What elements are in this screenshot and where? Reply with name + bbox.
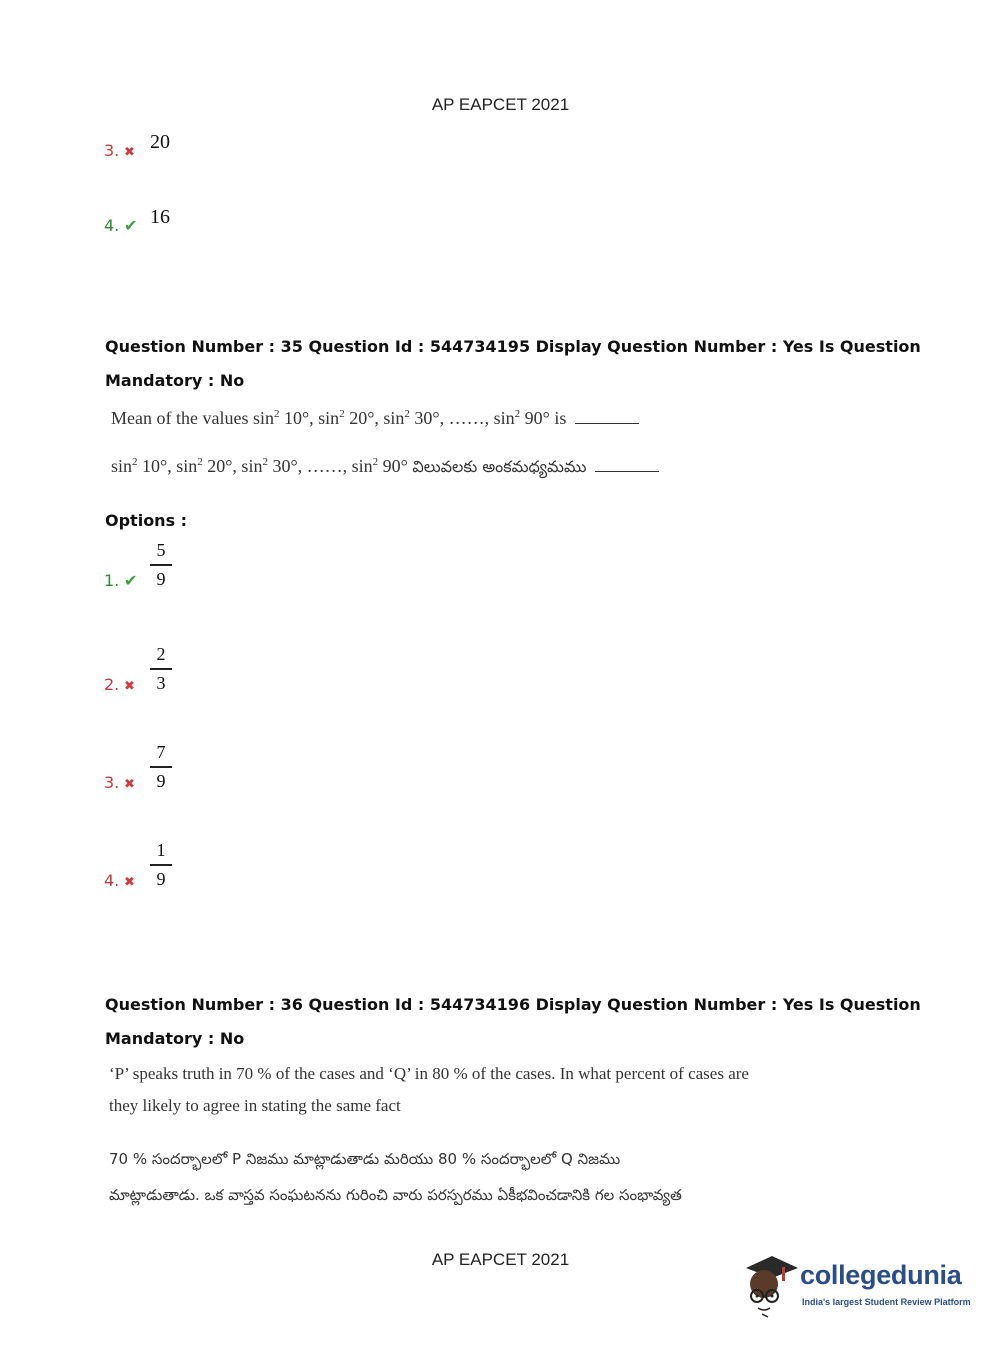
page-header: AP EAPCET 2021: [431, 95, 570, 114]
wrong-icon: ✖: [124, 678, 135, 694]
option-row: [104, 840, 172, 890]
question-stem-english-line1: ‘P’ speaks truth in 70 % of the cases and ‘Q’ in 80 % of the cases. In what percent of cases are: [109, 1064, 749, 1083]
fraction-denominator: 9: [156, 868, 166, 889]
fraction-bar: [150, 668, 172, 670]
option-number: 1.: [104, 570, 120, 590]
question-header: Question Number : 35 Question Id : 544734195 Display Question Number : Yes Is Question: [105, 337, 921, 356]
fraction-bar: [150, 766, 172, 768]
answer-blank: [595, 470, 659, 472]
option-fraction: [150, 840, 172, 890]
option-number: 2.: [104, 674, 120, 694]
fraction-numerator: 5: [156, 540, 166, 560]
collegedunia-mascot-icon: [742, 1250, 800, 1320]
question-mandatory: Mandatory : No: [105, 1029, 245, 1048]
option-value: 20: [150, 131, 170, 153]
fraction-denominator: 9: [156, 568, 166, 589]
option-row: [104, 131, 170, 160]
question-stem-english: Mean of the values $\sin^2 10^\circ$, $\sin^2 20^\circ$, $\sin^2 30^\circ$, ……, $\sin^2 90^\circ$ is: [111, 408, 639, 429]
option-row: [104, 206, 170, 235]
question-stem-telugu-line2: మాట్లాడుతాడు. ఒక వాస్తవ సంఘటనను గురించి వారు పరస్పరము ఏకీభవించడానికి గల సంభావ్యత: [109, 1186, 682, 1204]
option-value: 16: [150, 206, 170, 228]
question-mandatory: Mandatory : No: [105, 371, 245, 390]
option-number: 3.: [104, 772, 120, 792]
stem-prefix: Mean of the values: [111, 408, 249, 428]
question-stem-telugu: $\sin^2 10^\circ$, $\sin^2 20^\circ$, $\sin^2 30^\circ$, ……, $\sin^2 90^\circ$ విలువలకు అంకమధ్యమము: [111, 456, 659, 480]
option-number: 4.: [104, 870, 120, 890]
fraction-denominator: 3: [156, 672, 166, 693]
fraction-numerator: 1: [156, 840, 166, 860]
stem-suffix: is: [554, 408, 567, 428]
page-footer: AP EAPCET 2021: [431, 1250, 570, 1269]
wrong-icon: ✖: [124, 145, 135, 160]
answer-blank: [575, 422, 639, 424]
wrong-icon: ✖: [124, 874, 135, 890]
options-label: Options :: [105, 511, 188, 530]
stem-telugu-suffix: విలువలకు అంకమధ్యమము: [412, 457, 587, 476]
fraction-bar: [150, 864, 172, 866]
fraction-bar: [150, 564, 172, 566]
option-number: 4.: [104, 216, 120, 235]
option-row: [104, 540, 172, 590]
logo-tagline: India's largest Student Review Platform: [802, 1297, 971, 1307]
fraction-numerator: 2: [156, 644, 166, 664]
logo-name: collegedunia: [800, 1260, 962, 1290]
question-stem-english-line2: they likely to agree in stating the same fact: [109, 1096, 401, 1115]
check-icon: ✔: [124, 216, 138, 235]
question-header: Question Number : 36 Question Id : 544734196 Display Question Number : Yes Is Question: [105, 995, 921, 1014]
fraction-denominator: 9: [156, 770, 166, 791]
question-stem-telugu-line1: 70 % సందర్భాలలో P నిజము మాట్లాడుతాడు మరియు 80 % సందర్భాలలో Q నిజము: [109, 1150, 621, 1168]
fraction-numerator: 7: [156, 742, 166, 762]
option-number: 3.: [104, 141, 120, 160]
wrong-icon: ✖: [124, 776, 135, 792]
option-fraction: [150, 540, 172, 590]
option-fraction: [150, 742, 172, 792]
check-icon: ✔: [124, 570, 138, 590]
option-row: [104, 644, 172, 694]
option-row: [104, 742, 172, 792]
option-fraction: [150, 644, 172, 694]
